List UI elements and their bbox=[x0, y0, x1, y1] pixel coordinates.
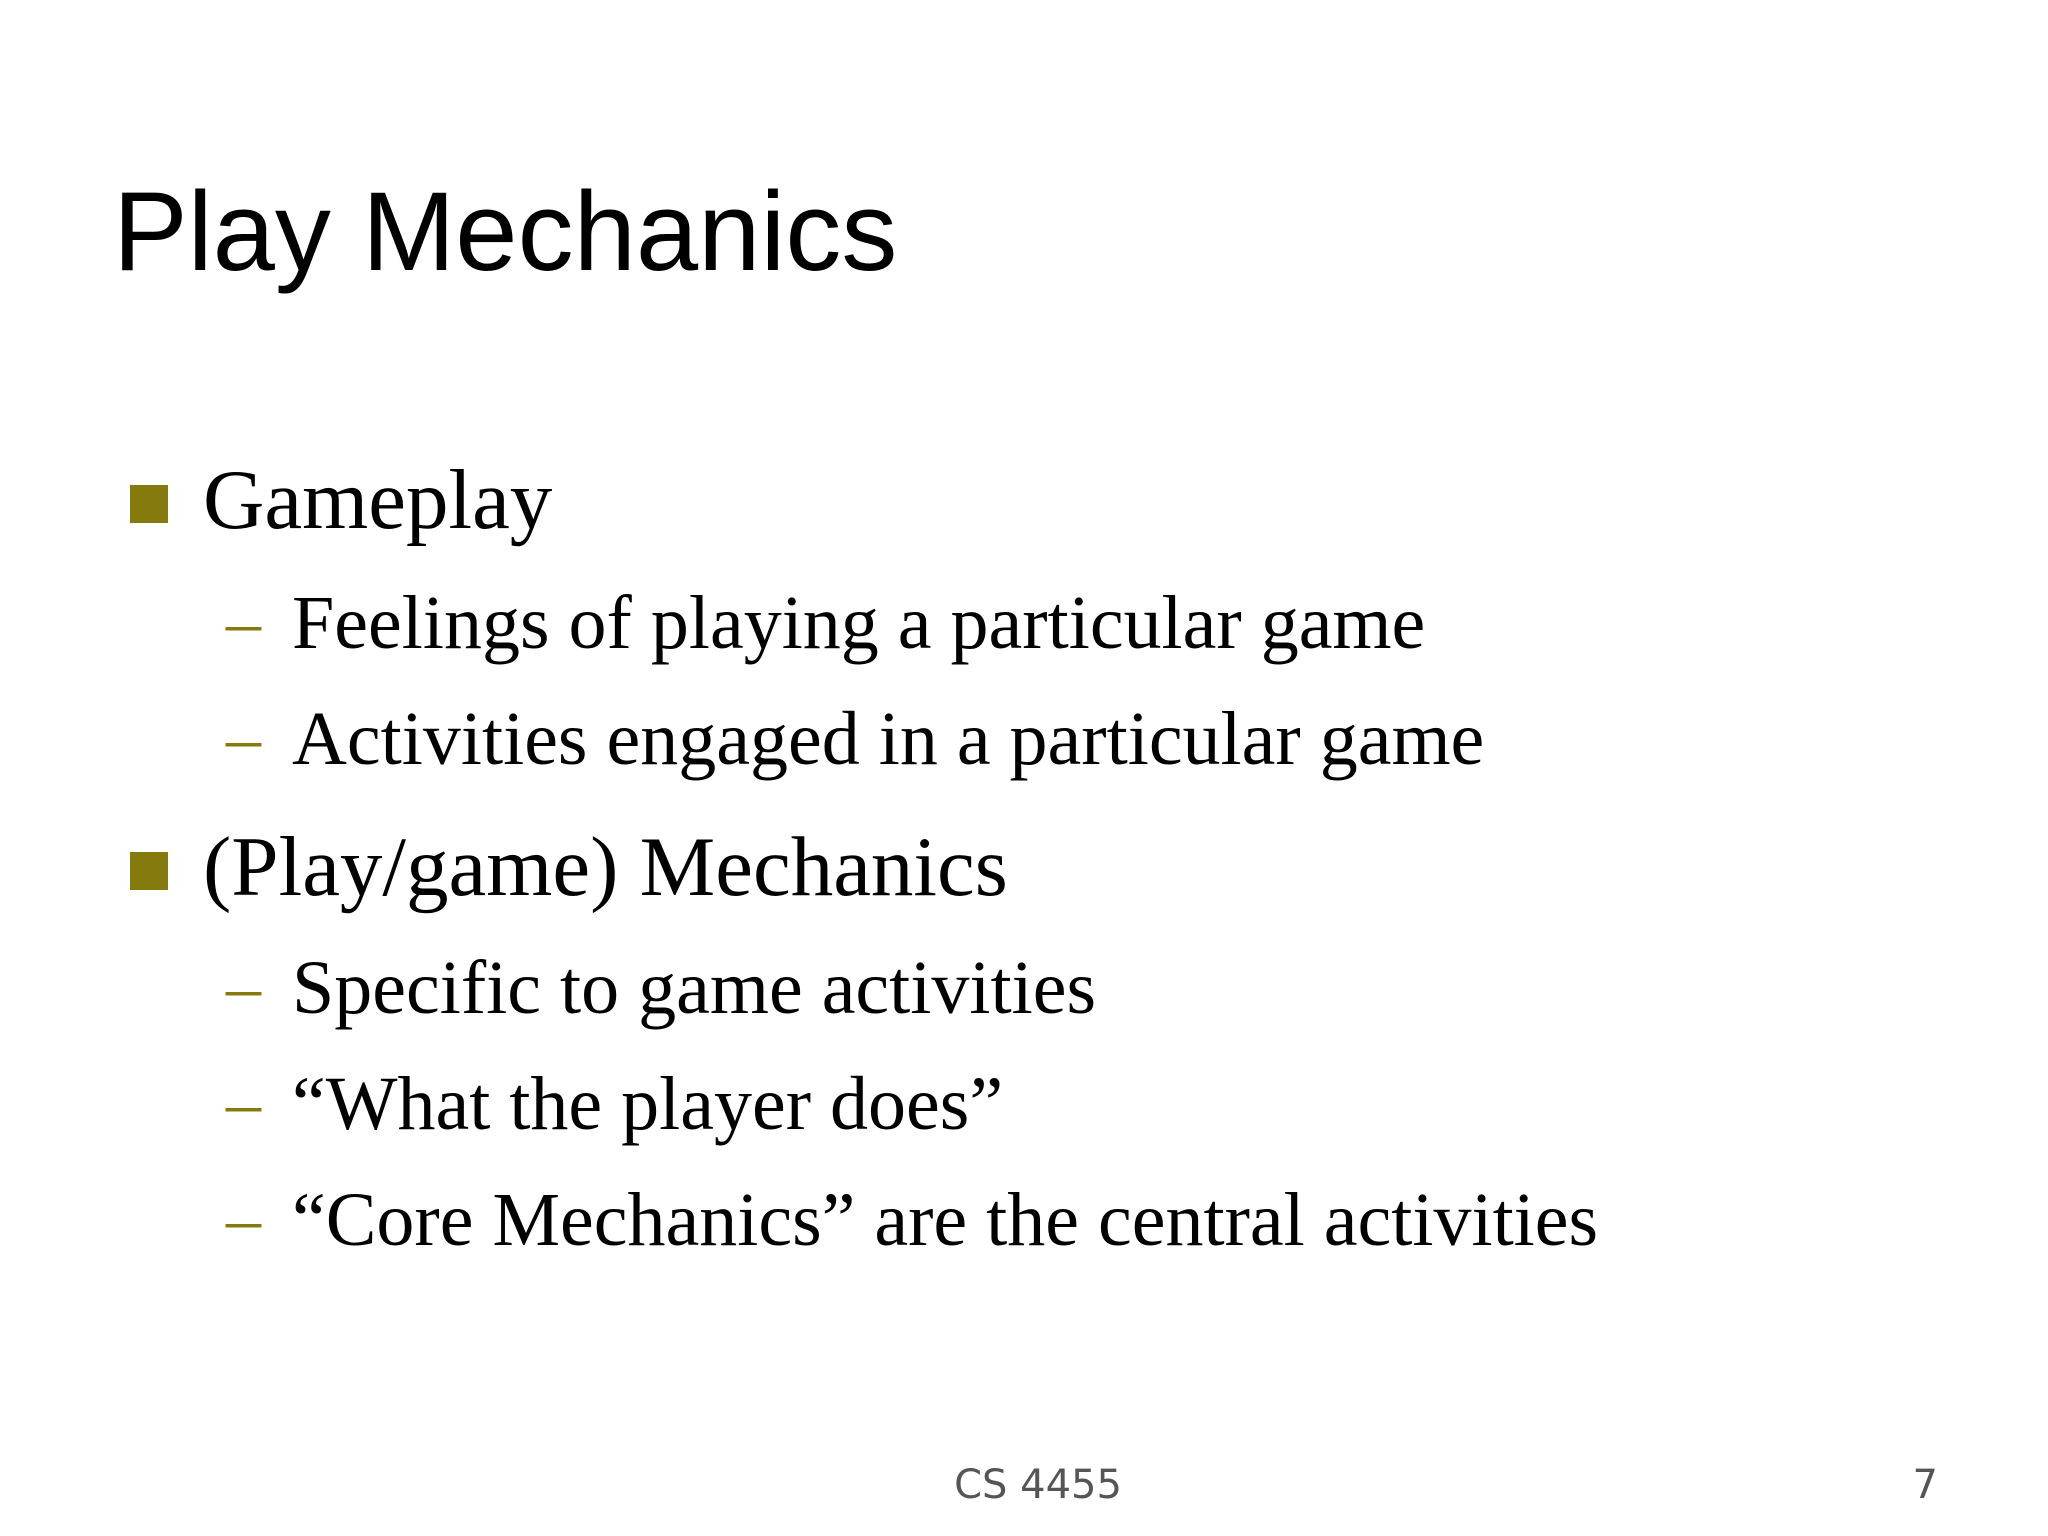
subbullet-text: Activities engaged in a particular game bbox=[292, 697, 1485, 781]
bullet-square-icon bbox=[130, 485, 168, 523]
dash-icon: – bbox=[226, 949, 261, 1026]
dash-icon: – bbox=[226, 584, 261, 661]
page-number: 7 bbox=[1912, 1462, 1938, 1508]
subbullet-text: “Core Mechanics” are the central activities bbox=[292, 1178, 1599, 1262]
subbullet-text: Feelings of playing a particular game bbox=[292, 581, 1426, 665]
dash-icon: – bbox=[226, 700, 261, 777]
dash-icon: – bbox=[226, 1065, 261, 1142]
subbullet-text: Specific to game activities bbox=[292, 946, 1097, 1030]
dash-icon: – bbox=[226, 1181, 261, 1258]
slide-title: Play Mechanics bbox=[113, 169, 898, 294]
bullet-text-mechanics: (Play/game) Mechanics bbox=[203, 820, 1008, 914]
footer-course-code: CS 4455 bbox=[954, 1462, 1122, 1508]
bullet-square-icon bbox=[130, 852, 168, 890]
subbullet-text: “What the player does” bbox=[292, 1062, 1004, 1146]
bullet-text-gameplay: Gameplay bbox=[203, 453, 553, 547]
